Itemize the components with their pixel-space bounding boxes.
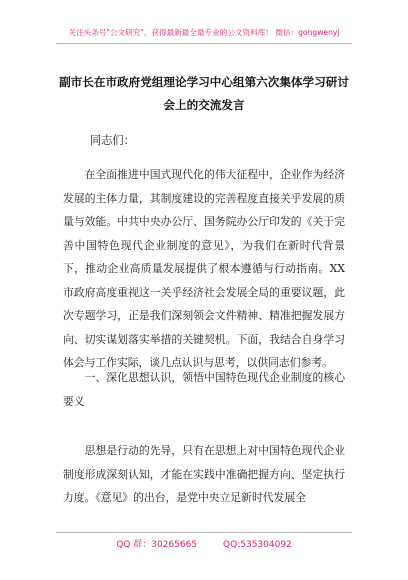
document-title	[56, 71, 352, 117]
header-divider	[56, 43, 352, 44]
paragraph-2: 思想是行动的先导，只有在思想上对中国特色现代企业制度形成深刻认知，才能在实践中准确把握方向、坚定执行力度。《意见》的出台，是党中央立足新时代发展全	[63, 444, 345, 504]
header-banner: 关注头条号"公文研究"，获得最新最全最专业的公文资料库！ 微信：gongwenyj	[68, 28, 340, 37]
footer-contact	[0, 537, 408, 550]
salutation: 同志们：	[90, 134, 135, 147]
title-line-2: 会上的交流发言	[163, 98, 245, 112]
footer-divider	[56, 532, 352, 533]
title-line-1: 副市长在市政府党组理论学习中心组第六次集体学习研讨	[59, 75, 349, 89]
paragraph-1: 在全面推进中国式现代化的伟大征程中，企业作为经济发展的主体力量，其制度建设的完善程度直接关乎发展的质量与效能。中共中央办公厅、国务院办公厅印发的《关于完善中国特色现代企业制度的意见》，为我们在新时代背景下，推动企业高质量发展提供了根本遵循与行动指南。XX市政府高度重视这一关乎经济社会发展全局的重要议题，此次专题学习，正是我们深刻领会文件精神、精准把握发展方向、切实谋划落实举措的关键契机。下面，我结合自身学习体会与工作实际，谈几点认识与思考，以供同志们参考。	[63, 168, 345, 369]
footer-qq-group: QQ 群：30265665	[116, 540, 198, 550]
section-heading-1: 一、深化思想认识，领悟中国特色现代企业制度的核心要义	[63, 371, 345, 408]
footer-qq: QQ:535304092	[223, 540, 292, 550]
